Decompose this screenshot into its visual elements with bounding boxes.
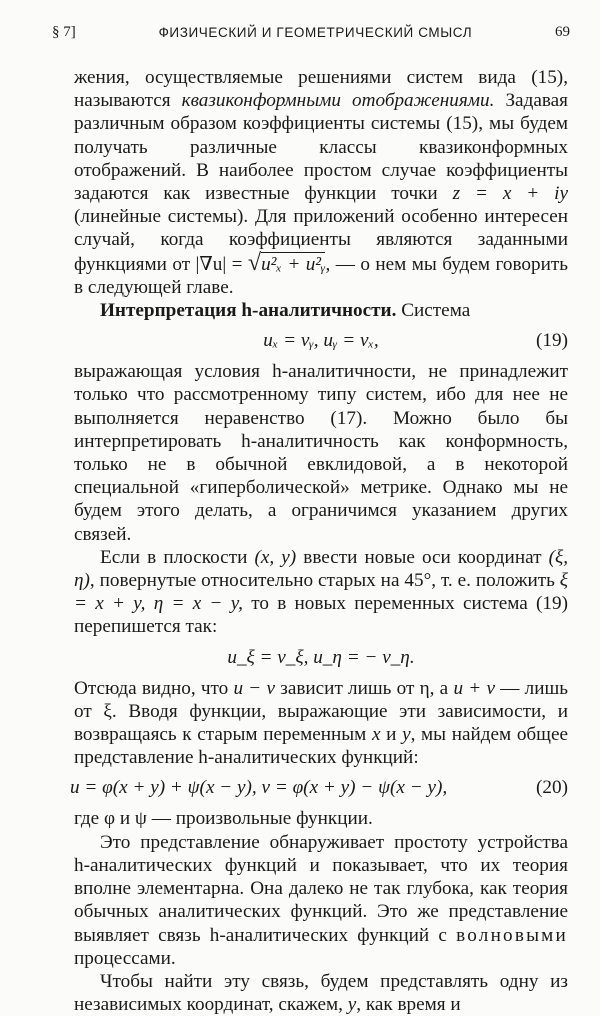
text-run: Отсюда видно, что bbox=[74, 677, 234, 699]
text-run: ввести новые оси координат bbox=[296, 546, 549, 568]
inline-math: (x, y) bbox=[254, 546, 297, 568]
text-run: — лишь от ξ. Вводя функции, выражающие эти зависимости, и возвращаясь к старым переменным bbox=[74, 677, 568, 746]
text-run: жения, осуществляемые решениями систем вида (15), называются bbox=[74, 67, 568, 112]
formula-transformed bbox=[74, 646, 568, 670]
text-run: , повернутые относительно старых на 45°, т. е. положить bbox=[89, 570, 560, 592]
text-run: , — о нем мы будем говорить в следующей главе. bbox=[74, 253, 569, 298]
page-number: 69 bbox=[554, 23, 570, 40]
text-run: Система bbox=[396, 300, 471, 322]
paragraph-4 bbox=[74, 546, 568, 639]
inline-math: u + v bbox=[453, 677, 495, 699]
equation-number: (20) bbox=[536, 777, 568, 799]
text-run: Это представление обнаруживает простоту устройства h-аналитических функций и показывает, что их теория вполне элементарна. Она далеко не так глубока, как теория обычных аналитических функций. Это же представление выявляет связь h-аналитических функций с bbox=[74, 831, 568, 946]
page-body bbox=[70, 66, 569, 1016]
inline-math: y bbox=[402, 724, 411, 746]
paragraph-6: где φ и ψ — произвольные функции. bbox=[74, 808, 373, 830]
text-run: и bbox=[380, 724, 403, 746]
inline-math: x bbox=[371, 724, 381, 746]
text-run: Если в плоскости bbox=[100, 546, 255, 568]
inline-math: u − v bbox=[233, 677, 275, 699]
paragraph-3: выражающая условия h-аналитичности, не принадлежит только что рассмотренному типу систем, ибо для нее не выполняется неравенство (17). Можно было бы интерпретировать h-аналитичность как конформность, только не в обычной евклидовой, а в некоторой специальной «гиперболической» метрике. Однако мы не будем этого делать, а ограничимся указанием других связей. bbox=[74, 361, 568, 545]
running-header bbox=[52, 18, 570, 46]
inline-math: (ξ, η) bbox=[74, 546, 569, 592]
inline-math-radicand: u²ₓ + u²ᵧ bbox=[261, 253, 326, 275]
formula-text: u = φ(x + y) + ψ(x − y), v = φ(x + y) − ψ(x − y), bbox=[70, 777, 448, 799]
paragraph-8 bbox=[74, 970, 568, 1016]
paragraph-7 bbox=[74, 831, 568, 970]
text-run: зависит лишь от η, а bbox=[275, 677, 454, 699]
inline-math: z = x + iy bbox=[452, 183, 568, 205]
text-run: , как время и bbox=[356, 994, 461, 1016]
text-run: Чтобы найти эту связь, будем представлять одну из независимых координат, скажем, bbox=[74, 970, 568, 1016]
inline-math: ξ = x + y, η = x − y, bbox=[74, 570, 568, 615]
inline-math: y bbox=[347, 994, 357, 1016]
paragraph-5 bbox=[74, 677, 568, 770]
formula-text: uₓ = vᵧ, uᵧ = vₓ, bbox=[263, 330, 379, 352]
text-run: то в новых переменных система (19) перепишется так: bbox=[74, 593, 568, 638]
paragraph-heading: Интерпретация h-аналитичности. bbox=[100, 300, 397, 322]
text-run: Задавая различным образом коэффициенты системы (15), мы будем получать различные классы квазиконформных отображений. В наиболее простом случае коэффициенты задаются как известные функции точки bbox=[74, 90, 568, 205]
section-mark: § 7] bbox=[52, 23, 76, 40]
paragraph-2 bbox=[74, 299, 568, 322]
formula-20 bbox=[70, 776, 568, 800]
sqrt-sign: √ bbox=[247, 249, 262, 276]
formula-text: u_ξ = v_ξ, u_η = − v_η. bbox=[227, 646, 415, 668]
equation-number: (19) bbox=[536, 330, 568, 352]
formula-19 bbox=[74, 329, 568, 353]
chapter-title: ФИЗИЧЕСКИЙ И ГЕОМЕТРИЧЕСКИЙ СМЫСЛ bbox=[158, 24, 473, 40]
text-run: процессами. bbox=[74, 947, 176, 969]
text-run: (линейные системы). Для приложений особенно интересен случай, когда коэффициенты являются заданными функциями от |∇u| = bbox=[74, 206, 568, 275]
text-run: , мы найдем общее представление h-аналитических функций: bbox=[74, 724, 568, 769]
defined-term: квазиконформными отображениями. bbox=[181, 90, 495, 112]
paragraph-1 bbox=[74, 66, 568, 299]
spaced-emphasis: волновыми bbox=[456, 924, 568, 946]
